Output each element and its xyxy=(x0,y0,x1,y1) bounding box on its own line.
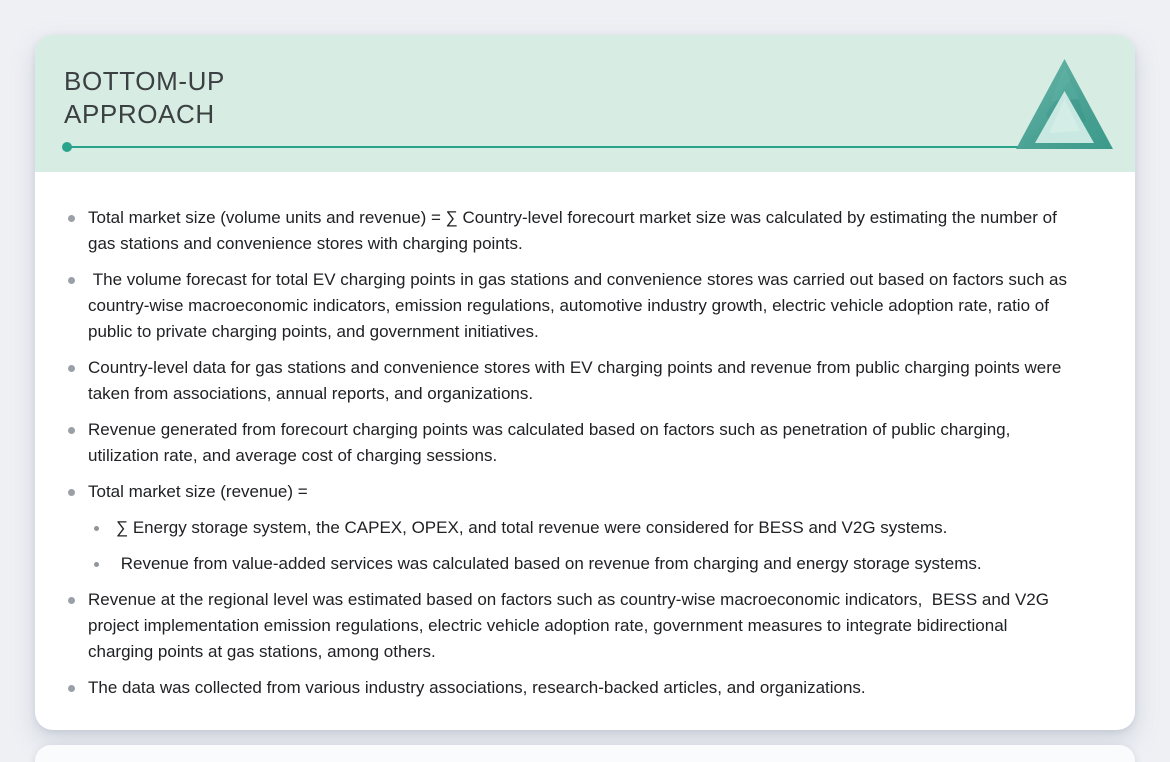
page-title-line1: BOTTOM-UP xyxy=(64,66,225,96)
title-underline xyxy=(71,146,1063,148)
bullet-body xyxy=(88,267,1077,345)
page-title-line2: APPROACH xyxy=(64,99,215,129)
list-item xyxy=(68,267,1077,345)
list-item xyxy=(68,675,1077,701)
sub-list-item xyxy=(94,551,1077,577)
main-card xyxy=(35,35,1135,730)
bullet-dot-icon xyxy=(68,489,75,496)
bullet-body xyxy=(88,675,1077,701)
bullet-text: Total market size (volume units and revenue) = ∑ Country-level forecourt market size was calculated by estimating the number of gas stations and convenience stores with charging points. xyxy=(88,208,1062,253)
list-item xyxy=(68,205,1077,257)
bullet-list xyxy=(68,205,1077,701)
sub-bullet-text: ∑ Energy storage system, the CAPEX, OPEX, and total revenue were considered for BESS and V2G systems. xyxy=(116,518,948,537)
list-item xyxy=(68,417,1077,469)
next-card-edge xyxy=(35,745,1135,762)
page-title xyxy=(64,65,225,131)
bullet-text: Revenue at the regional level was estimated based on factors such as country-wise macroeconomic indicators, BESS and V2G project implementation emission regulations, electric vehicle adoption rate, government measures to integrate bidirectional charging points at gas stations, among others. xyxy=(88,590,1054,661)
card-header xyxy=(35,35,1135,172)
bullet-text: The data was collected from various industry associations, research-backed articles, and organizations. xyxy=(88,678,866,697)
list-item xyxy=(68,479,1077,577)
bullet-dot-icon xyxy=(68,427,75,434)
bullet-dot-icon xyxy=(68,365,75,372)
bullet-text: The volume forecast for total EV charging points in gas stations and convenience stores was carried out based on factors such as country-wise macroeconomic indicators, emission regulations, automotive industry growth, electric vehicle adoption rate, ratio of public to private charging points, and government initiatives. xyxy=(88,270,1072,341)
bullet-body xyxy=(88,417,1077,469)
bullet-dot-icon xyxy=(68,685,75,692)
sub-bullet-text: Revenue from value-added services was calculated based on revenue from charging and energy storage systems. xyxy=(116,554,982,573)
sub-list-item xyxy=(94,515,1077,541)
bullet-body xyxy=(88,587,1077,665)
sub-bullet-dot-icon xyxy=(94,562,99,567)
bullet-body xyxy=(88,479,1077,577)
triangle-logo-icon xyxy=(1016,59,1113,149)
bullet-dot-icon xyxy=(68,597,75,604)
bullet-text: Total market size (revenue) = xyxy=(88,482,308,501)
bullet-body xyxy=(88,205,1077,257)
card-body xyxy=(35,172,1135,730)
bullet-dot-icon xyxy=(68,277,75,284)
bullet-body xyxy=(88,355,1077,407)
bullet-text: Country-level data for gas stations and convenience stores with EV charging points and revenue from public charging points were taken from associations, annual reports, and organizations. xyxy=(88,358,1067,403)
bullet-dot-icon xyxy=(68,215,75,222)
list-item xyxy=(68,355,1077,407)
sub-bullet-list xyxy=(94,515,1077,577)
bullet-text: Revenue generated from forecourt charging points was calculated based on factors such as penetration of public charging, utilization rate, and average cost of charging sessions. xyxy=(88,420,1016,465)
list-item xyxy=(68,587,1077,665)
sub-bullet-dot-icon xyxy=(94,526,99,531)
